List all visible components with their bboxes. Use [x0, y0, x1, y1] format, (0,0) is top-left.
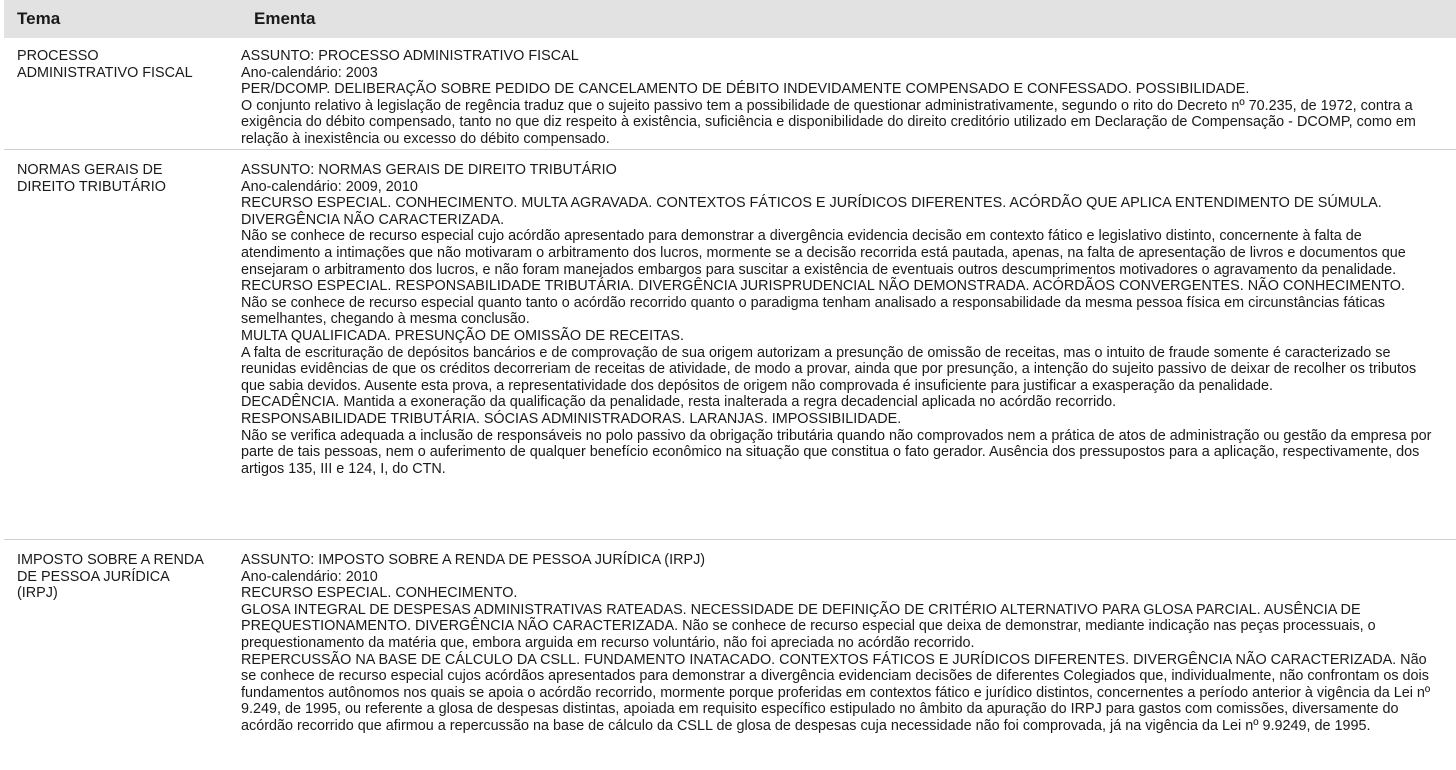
table-row: [4, 150, 1456, 540]
tema-cell: PROCESSO ADMINISTRATIVO FISCAL: [17, 48, 193, 81]
table-row: [4, 540, 1456, 770]
tema-cell: IMPOSTO SOBRE A RENDA DE PESSOA JURÍDICA (IRPJ): [17, 552, 204, 602]
tema-cell: NORMAS GERAIS DE DIREITO TRIBUTÁRIO: [17, 162, 166, 195]
header-ementa: Ementa: [254, 9, 316, 28]
ementa-paragraph: RECURSO ESPECIAL. CONHECIMENTO. MULTA AGRAVADA. CONTEXTOS FÁTICOS E JURÍDICOS DIFERENTES. ACÓRDÃO QUE APLICA ENTENDIMENTO DE SÚMULA. DIVERGÊNCIA NÃO CARACTERIZADA.: [241, 195, 1382, 228]
header-tema: Tema: [17, 9, 61, 28]
ementa-paragraph: Não se verifica adequada a inclusão de responsáveis no polo passivo da obrigação tributária quando não comprovados nem a prática de atos de administração ou gestão da empresa por parte de tais pessoas, nem o auferimento de qualquer benefício econômico na situação que constitua o fato gerador. Ausência dos pressupostos para a aplicação, respectivamente, dos artigos 135, III e 124, I, do CTN.: [241, 427, 1432, 477]
ementa-paragraph: DECADÊNCIA. Mantida a exoneração da qualificação da penalidade, resta inalterada a regra decadencial aplicada no acórdão recorrido.: [241, 394, 1117, 411]
ementa-paragraph: PER/DCOMP. DELIBERAÇÃO SOBRE PEDIDO DE CANCELAMENTO DE DÉBITO INDEVIDAMENTE COMPENSADO E CONFESSADO. POSSIBILIDADE.: [241, 81, 1250, 98]
ementa-paragraph: ASSUNTO: PROCESSO ADMINISTRATIVO FISCAL: [241, 48, 579, 64]
ementa-paragraph: RESPONSABILIDADE TRIBUTÁRIA. SÓCIAS ADMINISTRADORAS. LARANJAS. IMPOSSIBILIDADE.: [241, 410, 902, 427]
ementa-paragraph: Ano-calendário: 2010: [241, 568, 378, 585]
ementa-paragraph: O conjunto relativo à legislação de regência traduz que o sujeito passivo tem a possibilidade de questionar administrativamente, segundo o rito do Decreto nº 70.235, de 1972, contra a exigência do débito compensado, tanto no que diz respeito à existência, suficiência e disponibilidade do direito creditório utilizado em Declaração de Compensação - DCOMP, como em relação à inexistência ou excesso do débito compensado.: [241, 97, 1416, 147]
ementa-cell: [237, 162, 1443, 539]
ementa-cell: [237, 48, 1443, 149]
ementa-cell: [237, 552, 1443, 770]
ementa-paragraph: ASSUNTO: IMPOSTO SOBRE A RENDA DE PESSOA JURÍDICA (IRPJ): [241, 552, 706, 568]
ementa-paragraph: RECURSO ESPECIAL. RESPONSABILIDADE TRIBUTÁRIA. DIVERGÊNCIA JURISPRUDENCIAL NÃO DEMONSTRADA. ACÓRDÃOS CONVERGENTES. NÃO CONHECIMENTO.: [241, 278, 1405, 295]
ementa-paragraph: A falta de escrituração de depósitos bancários e de comprovação de sua origem autorizam a presunção de omissão de receitas, mas o intuito de fraude somente é caracterizado se reunidas evidências de que os créditos decorreriam de receitas de atividade, de modo a provar, ainda que por presunção, a intenção do sujeito passivo de deixar de recolher os tributos que sabia devidos. Ausente esta prova, a representatividade dos depósitos de origem não comprovada é insuficiente para justificar a exasperação da penalidade.: [241, 344, 1417, 394]
ementa-paragraph: GLOSA INTEGRAL DE DESPESAS ADMINISTRATIVAS RATEADAS. NECESSIDADE DE DEFINIÇÃO DE CRITÉRIO ALTERNATIVO PARA GLOSA PARCIAL. AUSÊNCIA DE PREQUESTIONAMENTO. DIVERGÊNCIA NÃO CARACTERIZADA. Não se conhece de recurso especial que deixa de demonstrar, mediante indicação nas peças processuais, o prequestionamento da matéria que, embora arguida em recurso voluntário, não foi apreciada no acórdão recorrido.: [241, 601, 1376, 651]
ementa-paragraph: Não se conhece de recurso especial quanto tanto o acórdão recorrido quanto o paradigma tenham analisado a responsabilidade da mesma pessoa física em circunstâncias fáticas semelhantes, chegando à mesma conclusão.: [241, 294, 1385, 328]
ementa-paragraph: REPERCUSSÃO NA BASE DE CÁLCULO DA CSLL. FUNDAMENTO INATACADO. CONTEXTOS FÁTICOS E JURÍDICOS DIFERENTES. DIVERGÊNCIA NÃO CARACTERIZADA. Não se conhece de recurso especial cujos acórdãos apresentados para demonstrar a divergência evidenciam decisões de diferentes Colegiados que, individualmente, não confrontam os dois fundamentos autônomos nos quais se apoia o acórdão recorrido, mormente porque proferidas em contextos fático e jurídico distintos, concernentes a período anterior à vigência da Lei nº 9.249, de 1995, ou referente a glosa de despesas distintas, apoiada em requisito específico estipulado no âmbito da apuração do IRPJ para gastos com comissões, diversamente do acórdão recorrido que afirmou a repercussão na base de cálculo da CSLL de glosa de despesas cuja necessidade não foi comprovada, já na vigência da Lei nº 9.9249, de 1995.: [241, 651, 1431, 734]
table-row: [4, 38, 1456, 150]
ementa-paragraph: ASSUNTO: NORMAS GERAIS DE DIREITO TRIBUTÁRIO: [241, 162, 617, 178]
ementa-paragraph: Ano-calendário: 2009, 2010: [241, 178, 418, 195]
ementa-paragraph: RECURSO ESPECIAL. CONHECIMENTO.: [241, 585, 518, 602]
ementa-paragraph: MULTA QUALIFICADA. PRESUNÇÃO DE OMISSÃO DE RECEITAS.: [241, 327, 684, 344]
table-header: [4, 0, 1456, 38]
ementa-paragraph: Ano-calendário: 2003: [241, 64, 378, 81]
ementa-paragraph: Não se conhece de recurso especial cujo acórdão apresentado para demonstrar a divergência evidencia decisão em contexto fático e legislativo distinto, concernente à falta de atendimento a intimações que não motivaram o arbitramento dos lucros, mormente se a decisão recorrida está pautada, apenas, na falta de apresentação de livros e documentos que ensejaram o arbitramento dos lucros, e não foram manejados embargos para suscitar a existência de eventuais outros descumprimentos motivadores o agravamento da penalidade.: [241, 228, 1406, 278]
